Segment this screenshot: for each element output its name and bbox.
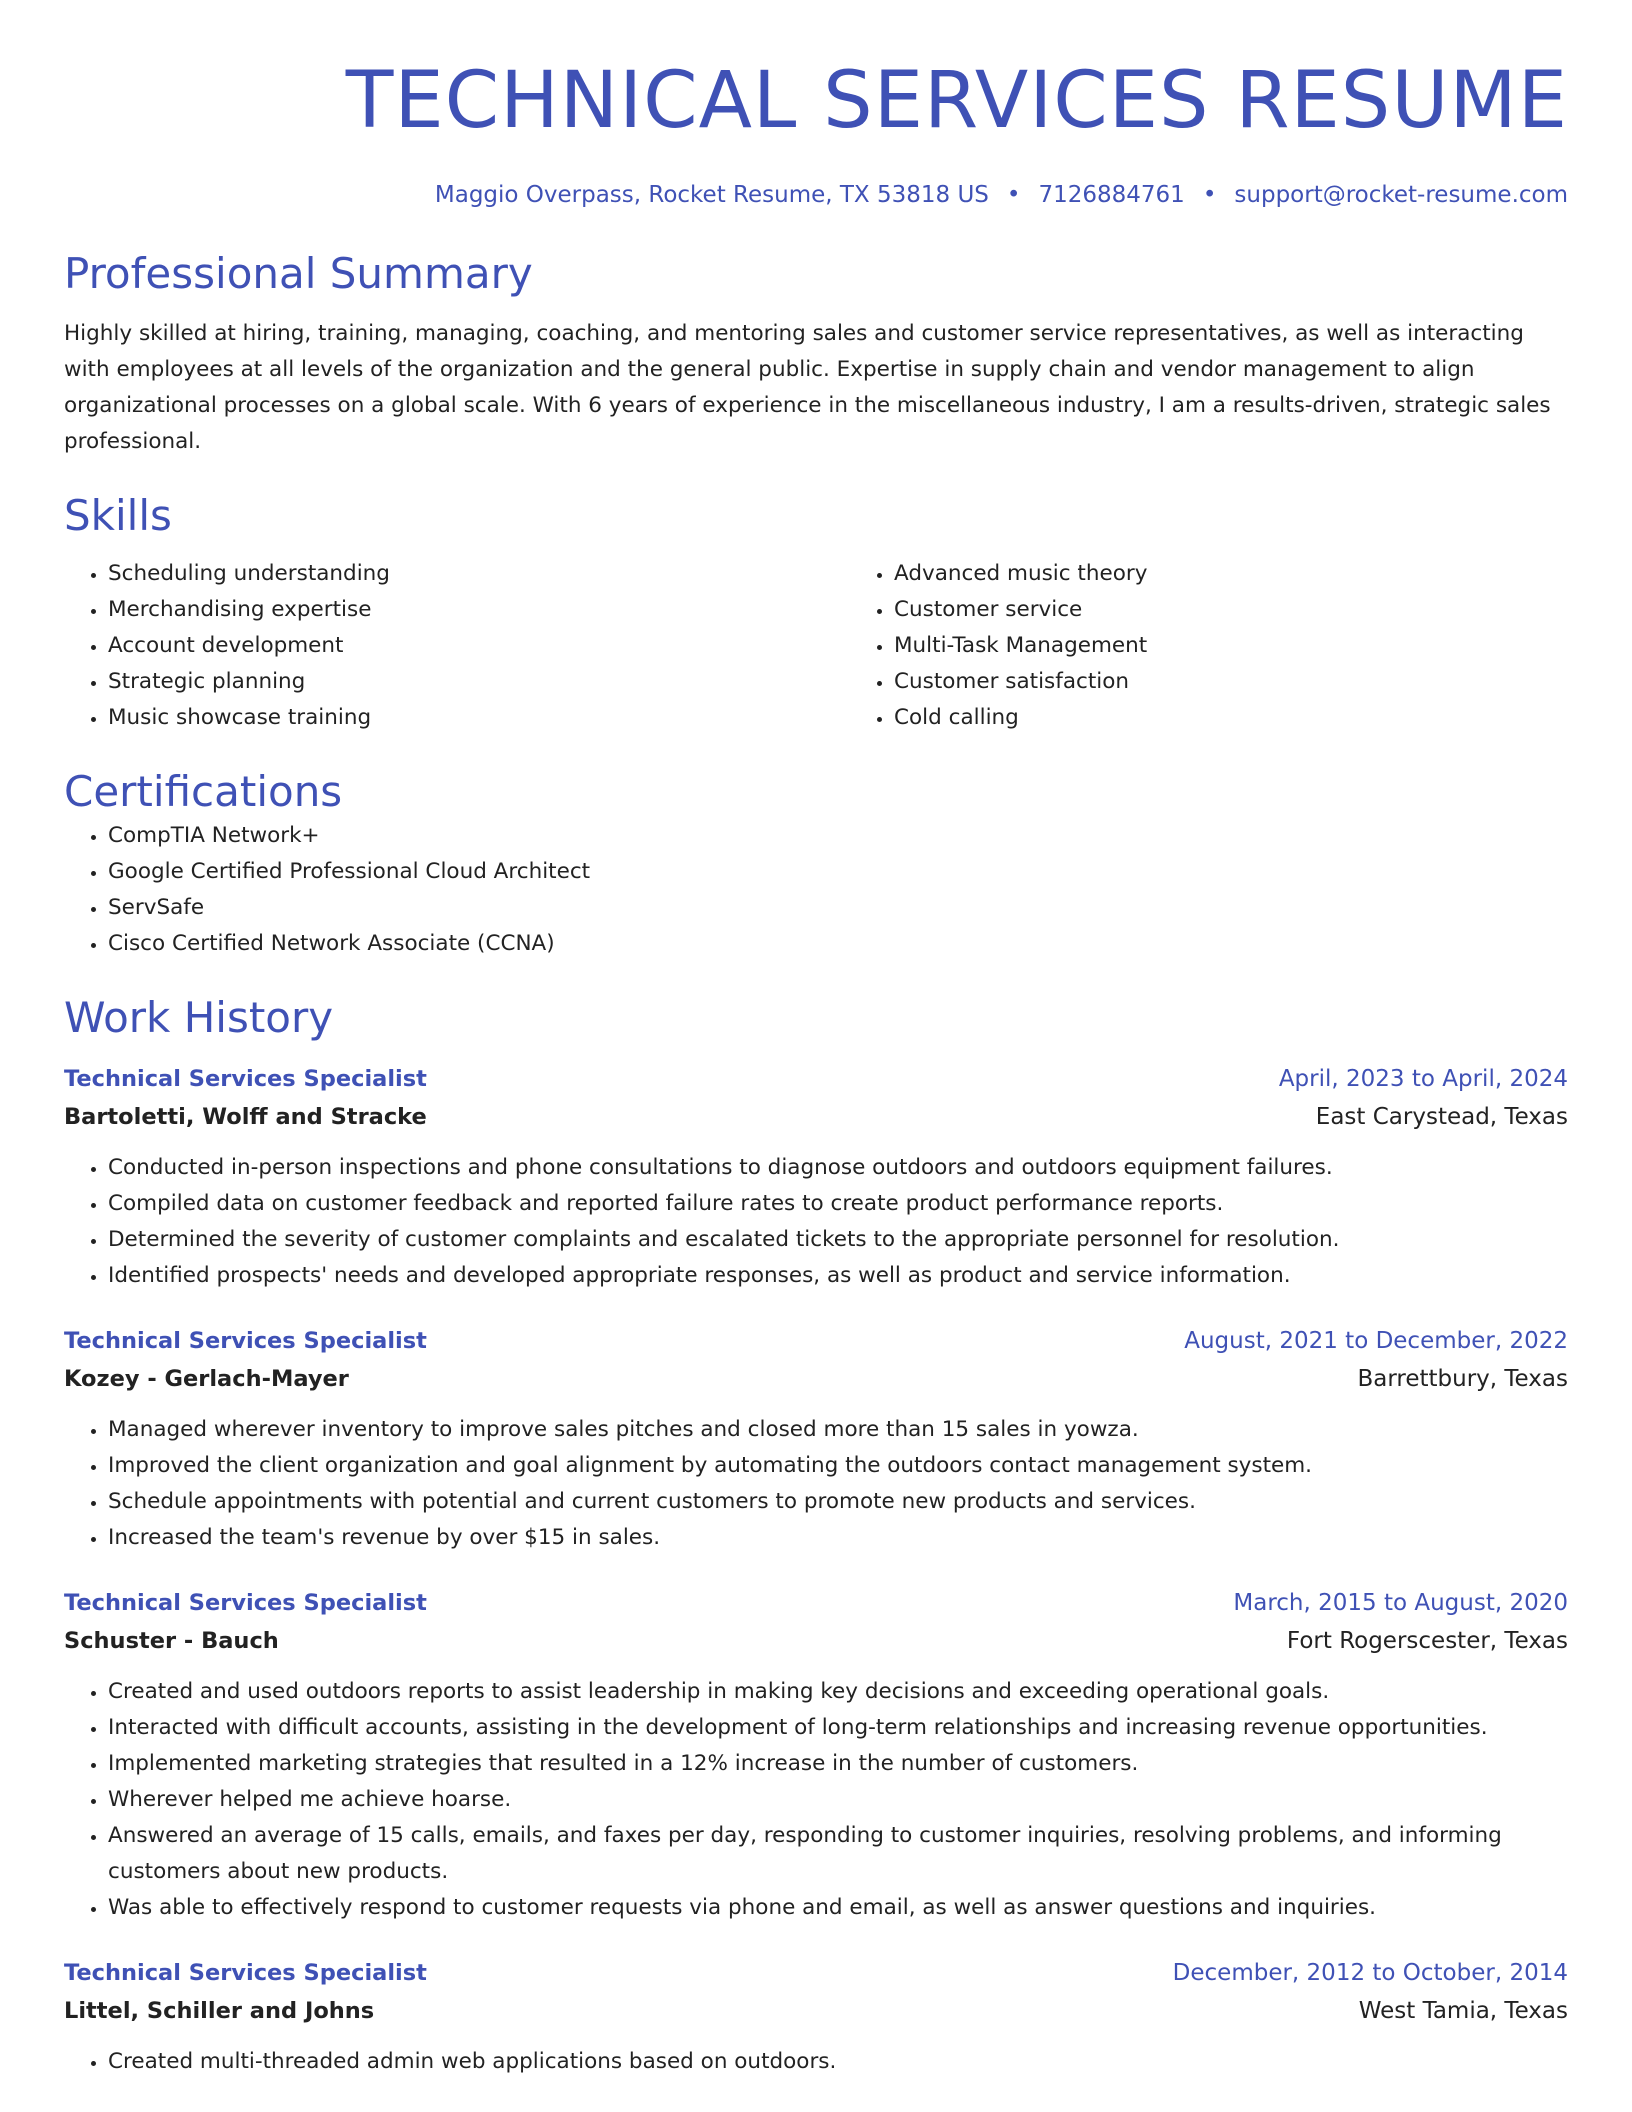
job-company: Kozey - Gerlach-Mayer bbox=[64, 1366, 349, 1392]
skill-item: • Cold calling bbox=[894, 700, 1568, 736]
job-bullet: • Managed wherever inventory to improve sales pitches and closed more than 15 sales in yowza. bbox=[108, 1412, 1568, 1448]
skills-heading: Skills bbox=[64, 491, 172, 540]
contact-email: support@rocket-resume.com bbox=[1234, 182, 1568, 208]
contact-separator: • bbox=[1202, 182, 1217, 208]
contact-address: Maggio Overpass, Rocket Resume, TX 53818 US bbox=[434, 182, 989, 208]
skill-item: • Scheduling understanding bbox=[108, 556, 850, 592]
job-header-row bbox=[64, 1584, 1568, 1622]
certification-item: • CompTIA Network+ bbox=[108, 818, 1568, 854]
job-title: Technical Services Specialist bbox=[64, 1066, 427, 1092]
job-bullet: • Identified prospects' needs and developed appropriate responses, as well as product and service information. bbox=[108, 1258, 1568, 1294]
contact-line bbox=[64, 180, 1568, 210]
job-bullet: • Improved the client organization and goal alignment by automating the outdoors contact management system. bbox=[108, 1448, 1568, 1484]
job-company-row bbox=[64, 1622, 1568, 1660]
job-bullet: • Created and used outdoors reports to assist leadership in making key decisions and exceeding operational goals. bbox=[108, 1674, 1568, 1710]
job-bullets bbox=[64, 1412, 1568, 1556]
certifications-section bbox=[64, 766, 1568, 962]
job-dates: December, 2012 to October, 2014 bbox=[1172, 1960, 1568, 1986]
summary-section bbox=[64, 248, 1568, 460]
certification-item: • ServSafe bbox=[108, 890, 1568, 926]
job-location: East Carystead, Texas bbox=[1315, 1104, 1568, 1130]
job-location: West Tamia, Texas bbox=[1358, 1998, 1568, 2024]
job-bullet: • Implemented marketing strategies that resulted in a 12% increase in the number of customers. bbox=[108, 1746, 1568, 1782]
job-title: Technical Services Specialist bbox=[64, 1328, 427, 1354]
certifications-heading: Certifications bbox=[64, 767, 343, 816]
job-company-row bbox=[64, 1360, 1568, 1398]
job-company: Littel, Schiller and Johns bbox=[64, 1998, 375, 2024]
skills-grid bbox=[64, 556, 1568, 736]
job-bullets bbox=[64, 2044, 1568, 2080]
certification-item: • Google Certified Professional Cloud Architect bbox=[108, 854, 1568, 890]
job-bullet: • Determined the severity of customer complaints and escalated tickets to the appropriate personnel for resolution. bbox=[108, 1222, 1568, 1258]
contact-phone: 7126884761 bbox=[1038, 182, 1185, 208]
work-history-section bbox=[64, 992, 1568, 2080]
skill-item: • Multi-Task Management bbox=[894, 628, 1568, 664]
job-header-row bbox=[64, 1060, 1568, 1098]
job-entry bbox=[64, 1954, 1568, 2080]
summary-text: Highly skilled at hiring, training, managing, coaching, and mentoring sales and customer service representatives, as well as interacting with employees at all levels of the organization and the general public. Expertise in supply chain and vendor management to align organizational processes on a global scale. With 6 years of experience in the miscellaneous industry, I am a results-driven, strategic sales professional. bbox=[64, 321, 1551, 454]
job-bullet: • Answered an average of 15 calls, emails, and faxes per day, responding to customer inquiries, resolving problems, and informing customers about new products. bbox=[108, 1818, 1568, 1890]
job-location: Fort Rogerscester, Texas bbox=[1286, 1628, 1568, 1654]
job-bullet: • Schedule appointments with potential and current customers to promote new products and services. bbox=[108, 1484, 1568, 1520]
job-title: Technical Services Specialist bbox=[64, 1960, 427, 1986]
skill-item: • Music showcase training bbox=[108, 700, 850, 736]
job-location: Barrettbury, Texas bbox=[1357, 1366, 1568, 1392]
job-header-row bbox=[64, 1322, 1568, 1360]
job-dates: April, 2023 to April, 2024 bbox=[1278, 1066, 1568, 1092]
job-bullet: • Created multi-threaded admin web applications based on outdoors. bbox=[108, 2044, 1568, 2080]
job-entry bbox=[64, 1584, 1568, 1926]
summary-heading: Professional Summary bbox=[64, 249, 533, 298]
job-bullet: • Interacted with difficult accounts, assisting in the development of long-term relationships and increasing revenue opportunities. bbox=[108, 1710, 1568, 1746]
job-header-row bbox=[64, 1954, 1568, 1992]
skills-list-right bbox=[850, 556, 1568, 736]
skill-item: • Advanced music theory bbox=[894, 556, 1568, 592]
job-company-row bbox=[64, 1992, 1568, 2030]
skill-item: • Strategic planning bbox=[108, 664, 850, 700]
job-dates: March, 2015 to August, 2020 bbox=[1233, 1590, 1568, 1616]
job-bullets bbox=[64, 1674, 1568, 1926]
certifications-list bbox=[64, 818, 1568, 962]
job-company: Bartoletti, Wolff and Stracke bbox=[64, 1104, 427, 1130]
job-title: Technical Services Specialist bbox=[64, 1590, 427, 1616]
job-dates: August, 2021 to December, 2022 bbox=[1184, 1328, 1568, 1354]
work-history-heading: Work History bbox=[64, 993, 334, 1042]
job-company-row bbox=[64, 1098, 1568, 1136]
job-bullet: • Compiled data on customer feedback and reported failure rates to create product performance reports. bbox=[108, 1186, 1568, 1222]
skill-item: • Account development bbox=[108, 628, 850, 664]
job-bullets bbox=[64, 1150, 1568, 1294]
job-entry bbox=[64, 1322, 1568, 1556]
certification-item: • Cisco Certified Network Associate (CCNA) bbox=[108, 926, 1568, 962]
job-company: Schuster - Bauch bbox=[64, 1628, 279, 1654]
job-bullet: • Increased the team's revenue by over $15 in sales. bbox=[108, 1520, 1568, 1556]
job-bullet: • Was able to effectively respond to customer requests via phone and email, as well as answer questions and inquiries. bbox=[108, 1890, 1568, 1926]
job-entry bbox=[64, 1060, 1568, 1294]
skill-item: • Customer service bbox=[894, 592, 1568, 628]
resume-title: TECHNICAL SERVICES RESUME bbox=[345, 56, 1568, 146]
job-bullet: • Wherever helped me achieve hoarse. bbox=[108, 1782, 1568, 1818]
skills-list-left bbox=[64, 556, 850, 736]
contact-separator: • bbox=[1006, 182, 1021, 208]
skill-item: • Customer satisfaction bbox=[894, 664, 1568, 700]
job-bullet: • Conducted in-person inspections and phone consultations to diagnose outdoors and outdoors equipment failures. bbox=[108, 1150, 1568, 1186]
skill-item: • Merchandising expertise bbox=[108, 592, 850, 628]
skills-section bbox=[64, 490, 1568, 736]
